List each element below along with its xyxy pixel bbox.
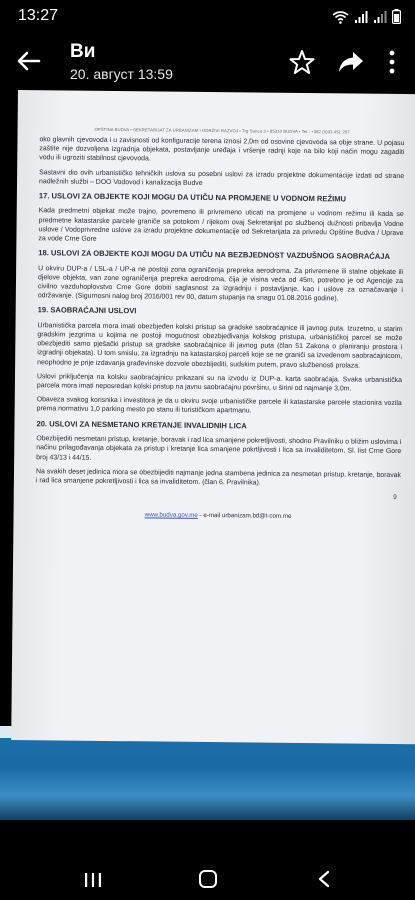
section-18-title: 18. USLOVI ZA OBJEKTE KOJI MOGU DA UTIČU NA BEZBJEDNOST VAZDUŠNOG SAOBRAĆAJA [38,248,391,262]
document-footer [36,510,401,521]
recents-icon[interactable] [84,872,102,888]
share-icon[interactable] [338,50,364,74]
wifi-icon [332,10,349,24]
intro-paragraph: oko glavnih cjevovoda i u zavisnosti od konfiguracije terena iznosi 2,0m od osovine cjevovoda sa obje strane. U pojasu zaštite nije dozvoljena izgradnja objekata, postavljanje uređaja i vršenje radnji koje na bilo koji način mogu zagaditi vodu ili ugroziti stabilnost cjevovoda. [39,136,405,163]
sender-name: Ви [70,41,96,62]
home-icon[interactable] [198,869,218,889]
section-20-text-1: Obezbijediti nesmetani pristup, kretanje, boravak i rad lica smanjene pokretljivosti, shodno Pravilniku o bližim uslovima i načinu prilagođavanja objekata za pristup i kretanje lica smanjene pokrtljivosti i lica sa invaliditetom, Sl. list Crne Gore broj 43/13 i 44/15. [36,435,402,462]
page-number: 9 [393,494,397,502]
app-header [0,32,415,90]
battery-icon [392,9,401,24]
document-content [36,126,405,521]
section-19-text-2: Uslovi priključenja na kolsku saobraćajnicu prikazani su na izvodu iz DUP-a. karta saobraćaja. Svaka urbanistička parcela mora imati neposredan kolski pristup na javnu saobraćajnu površinu, u širini od najmanje 3,0m. [36,373,403,393]
section-20-title: 20. USLOVI ZA NESMETANO KRETANJE INVALIDNIH LICA [36,418,247,431]
section-20-text-2: Na svakih deset jedinica mora se obezbijediti najmanje jedna stambena jedinica za nesmetan pristup, kretanje, boravak i rad lica smanjene pokretljivosti i lica sa invaliditetom. (član 6. Pravilnika). [35,467,402,487]
navigation-bar [0,820,415,900]
section-19-title: 19. SAOBRAĆAJNI USLOVI [37,305,137,316]
signal-icon-2 [373,10,387,24]
star-icon[interactable] [289,49,315,75]
status-time: 13:27 [18,7,59,24]
footer-website: www.budva.gov.me [144,511,198,520]
back-nav-icon[interactable] [316,870,332,888]
section-19-text-3: Obaveza svakog korisnika i investitora je da u okviru svoje urbanističke parcele ili katastarske parcele stacionira vozila prema normativu 1,0 parking mesto po stanu ili turističkom apartmanu. [36,396,402,415]
photo-viewer[interactable] [0,90,415,820]
more-vert-icon[interactable] [386,49,398,75]
signal-icon [354,10,368,24]
status-bar [0,0,415,32]
document-page [11,90,415,744]
section-17-title: 17. USLOVI ZA OBJEKTE KOJI MOGU DA UTIČU NA PROMJENE U VODNOM REŽIMU [38,191,347,204]
intro-paragraph-2: Sastavni dio ovih urbanističko tehničkih uslova su posebni uslovi za izradu projektne dokumentacije izdati od strane nadležnih službi – DOO Vodovod i kanalizacija Budve [39,168,405,187]
section-19-text-1: Urbanistička parcela mora imati obezbjeđen kolski pristup sa gradske saobraćajnice ili javnog puta. Izuzetno, u starim gradskim jezgrima u kojima ne postoji mogućnost obezbjeđivanja kolskog pristupa, urbanističkoj parcel se može obezbjediti samo pješački pristup sa gradske saobraćajnice ili javnog puta (član 51 Zakona o planiranju prostora i izgradnji objekata). U tom smislu, za izgradnju na katastarskoj parceli koje se ne graniči sa izvedenom saobraćajnicom, neophodno je prije izdavanja građevinske dozvole obezbijediti, sudskim putem, pravo službenosti prolaza. [37,322,403,370]
status-icons [332,9,401,24]
section-18-text: U okviru DUP-a / LSL-a / UP-a ne postoji zona ograničenja prepreka aerodroma. Za privremene ili stalne objekate ili djelove objekta, van zone ograničenja prepreka aerodroma, čija je visina veća od 45m, potrebno je od Agencije za civilno vazduhoplovstvo Crne Gore dobiti saglasnost za izgradnju i postavljanje, kao i uslove za označavanje i održavanje. (Sigurnosni nalog broj 2016/001 rev 00, datum stupanja na snagu 01.08.2016 godine). [37,264,404,303]
message-timestamp: 20. август 13:59 [70,66,173,82]
footer-email: - e-mail urbanizam.bd@t-com.me [197,512,292,520]
back-arrow-icon[interactable] [14,46,44,76]
document-letterhead: OPŠTINA BUDVA • SEKRETARIJAT ZA URBANIZAM I ODRŽIVI RAZVOJ • Trg Sunca 3 • 85310 BUDVA • Tel.: +382 (0)33 451 267 [94,126,350,135]
page-number-row [36,490,401,504]
section-17-text: Kada predmetni objekat može trajno, povremeno ili privremeno uticati na promjene u vodnom režimu ili kada se predmetne katastarske parcele graniče sa potokom / rijekom ovaj Sekretarijat po službenoj dužnosti pribavlja Vodne uslove / Vodoprivredne uslove za izradu projektne dokumentacije od Sekretarijata za privredu Opštine Budva / Uprave za vode Crne Gore [38,207,404,243]
